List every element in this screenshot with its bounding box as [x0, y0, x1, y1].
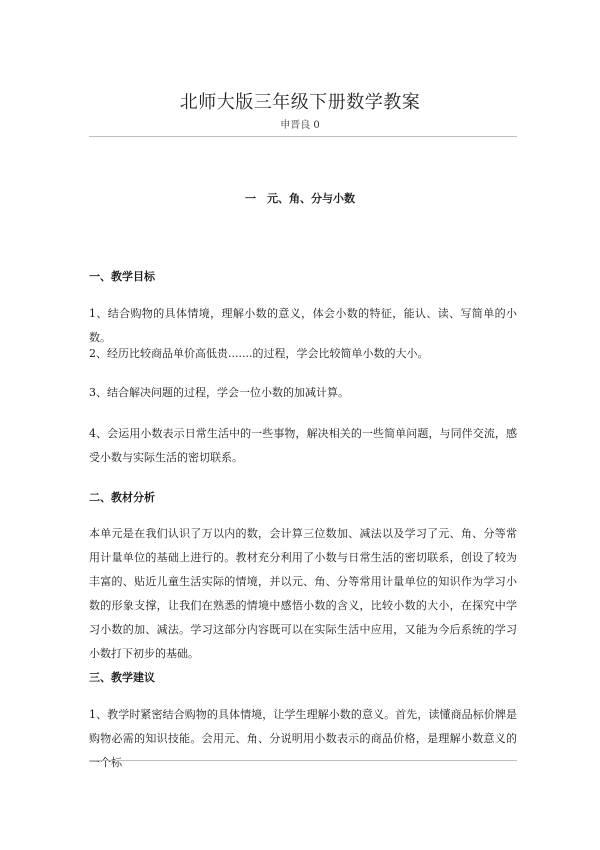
document-author: 申晋良 0 [280, 120, 320, 131]
chapter-title: 一 元、角、分与小数 [245, 192, 355, 205]
goal-item-4: 4、会运用小数表示日常生活中的一些事物，解决相关的一些简单问题，与同伴交流，感受小数与实际生活的密切联系。 [89, 427, 517, 464]
goal-item-3: 3、结合解决问题的过程，学会一位小数的加减计算。 [89, 386, 349, 399]
goal-item-1: 1、结合购物的具体情境，理解小数的意义，体会小数的特征，能认、读、写简单的小数。 [89, 307, 517, 344]
section-heading-teaching-goals: 一、教学目标 [89, 270, 155, 283]
material-analysis-paragraph: 本单元是在我们认识了万以内的数，会计算三位数加、减法以及学习了元、角、分等常用计量单位的基础上进行的。教材充分利用了小数与日常生活的密切联系，创设了较为丰富的、贴近儿童生活实际的情境，并以元、角、分等常用计量单位的知识作为学习小数的形象支撑，让我们在熟悉的情境中感悟小数的含义，比较小数的大小，在探究中学习小数的加、减法。学习这部分内容既可以在实际生活中应用，又能为今后系统的学习小数打下初步的基础。 [89, 527, 517, 660]
header-divider [89, 136, 517, 137]
goal-item-2: 2、经历比较商品单价高低贵.......的过程，学会比较简单小数的大小。 [89, 347, 429, 360]
section-heading-material-analysis: 二、教材分析 [89, 491, 155, 504]
document-title: 北师大版三年级下册数学教案 [179, 92, 421, 113]
footer-divider [89, 760, 517, 761]
section-heading-teaching-suggestions: 三、教学建议 [89, 671, 155, 684]
suggestion-item-1: 1、教学时紧密结合购物的具体情境，让学生理解小数的意义。首先，读懂商品标价牌是购物必需的知识技能。会用元、角、分说明用小数表示的商品价格，是理解小数意义的一个标 [89, 708, 517, 769]
